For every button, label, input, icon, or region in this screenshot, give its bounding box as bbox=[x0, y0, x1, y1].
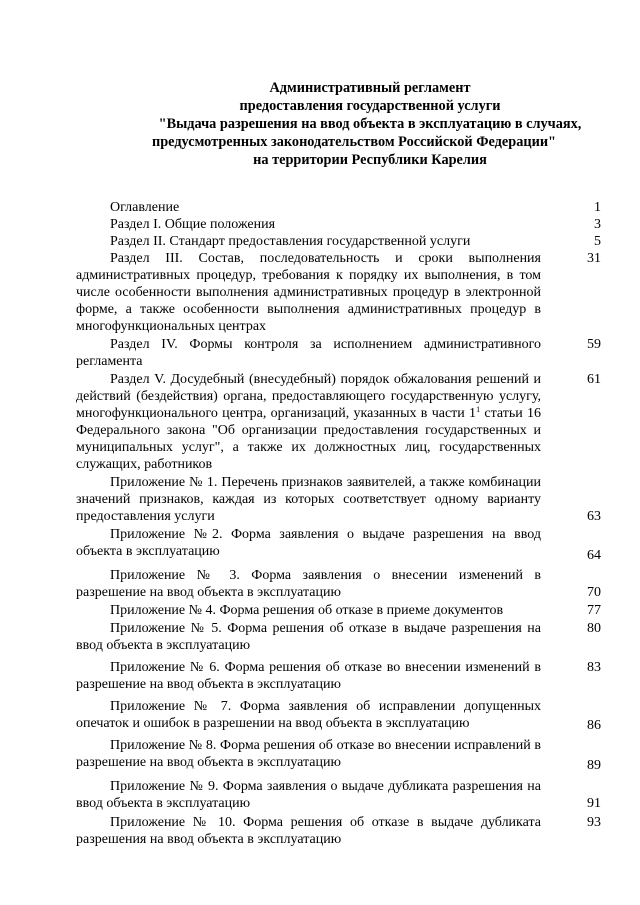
toc-entry-text: Приложение № 10. Форма решения об отказе в выдаче дубликата разрешения на ввод объекта в эксплуатацию bbox=[76, 815, 541, 847]
toc-entry-text: Приложение № 3. Форма заявления о внесении изменений в разрешение на ввод объекта в эксплуатацию bbox=[76, 568, 541, 600]
toc-entry[interactable] bbox=[76, 737, 601, 771]
toc-page-number: 5 bbox=[594, 234, 601, 249]
toc-page-number: 93 bbox=[587, 815, 601, 830]
toc-entry-text: Приложение № 7. Форма заявления об исправлении допущенных опечаток и ошибок в разрешении на ввод объекта в эксплуатацию bbox=[76, 699, 541, 731]
toc-page-number: 91 bbox=[587, 796, 601, 811]
table-of-contents bbox=[76, 199, 601, 848]
toc-entry[interactable] bbox=[76, 233, 601, 250]
toc-page-number: 59 bbox=[587, 337, 601, 352]
toc-entry[interactable] bbox=[76, 250, 601, 335]
toc-entry-text: Приложение № 4. Форма решения об отказе в приеме документов bbox=[110, 603, 504, 618]
toc-entry[interactable] bbox=[76, 474, 601, 525]
superscript: 1 bbox=[476, 405, 481, 414]
toc-entry-text: Приложение № 6. Форма решения об отказе во внесении изменений в разрешение на ввод объекта в эксплуатацию bbox=[76, 660, 541, 692]
title-line-2: предоставления государственной услуги bbox=[239, 98, 501, 114]
toc-page-number: 86 bbox=[587, 718, 601, 733]
title-line-4: предусмотренных законодательством Российской Федерации" bbox=[151, 134, 556, 150]
toc-entry-text: Приложение № 8. Форма решения об отказе во внесении исправлений в разрешение на ввод объекта в эксплуатацию bbox=[76, 738, 541, 770]
toc-entry-text: Раздел IV. Формы контроля за исполнением административного регламента bbox=[76, 337, 541, 369]
document-title bbox=[100, 79, 640, 169]
toc-text-part: статьи 16 Федерального закона "Об организации предоставления государственных и муниципальных услуг", а также их должностных лиц, государственных служащих, работников bbox=[76, 406, 541, 472]
toc-entry[interactable] bbox=[76, 199, 601, 216]
toc-text-part: Раздел V. Досудебный (внесудебный) порядок обжалования решений и действий (бездействия) органа, предоставляющего государственную услугу, многофункционального центра, организаций, указанных в части 1 bbox=[76, 372, 541, 421]
toc-entry-text: Раздел II. Стандарт предоставления государственной услуги bbox=[110, 234, 471, 249]
toc-entry[interactable] bbox=[76, 620, 601, 654]
toc-entry[interactable] bbox=[76, 526, 601, 563]
toc-page-number: 89 bbox=[587, 758, 601, 773]
toc-entry-text: Приложение № 9. Форма заявления о выдаче дубликата разрешения на ввод объекта в эксплуатацию bbox=[76, 779, 541, 811]
toc-page-number: 3 bbox=[594, 217, 601, 232]
toc-page-number: 77 bbox=[587, 603, 601, 618]
toc-page-number: 63 bbox=[587, 509, 601, 524]
toc-page-number: 83 bbox=[587, 660, 601, 675]
toc-page-number: 1 bbox=[594, 200, 601, 215]
toc-entry[interactable] bbox=[76, 567, 601, 601]
toc-entry[interactable] bbox=[76, 698, 601, 732]
title-line-1: Административный регламент bbox=[269, 80, 471, 96]
toc-entry-text bbox=[76, 371, 541, 473]
title-line-5: на территории Республики Карелия bbox=[253, 152, 487, 168]
toc-page-number: 70 bbox=[587, 585, 601, 600]
toc-entry[interactable] bbox=[76, 659, 601, 693]
toc-entry[interactable] bbox=[76, 602, 601, 619]
toc-entry-text: Раздел I. Общие положения bbox=[110, 217, 276, 232]
toc-page-number: 31 bbox=[587, 251, 601, 266]
toc-entry[interactable] bbox=[76, 216, 601, 233]
toc-entry-text: Раздел III. Состав, последовательность и сроки выполнения административных процедур, требования к порядку их выполнения, в том числе особенности выполнения административных процедур в электронной форме, а также особенности выполнения административных процедур в многофункциональных центрах bbox=[76, 251, 541, 334]
toc-entry[interactable] bbox=[76, 814, 601, 848]
toc-entry-text: Приложение №2. Форма заявления о выдаче разрешения на ввод объекта в эксплуатацию bbox=[76, 527, 541, 559]
toc-page-number: 61 bbox=[587, 372, 601, 387]
toc-entry-text: Приложение № 1. Перечень признаков заявителей, а также комбинации значений признаков, каждая из которых соответствует одному варианту предоставления услуги bbox=[76, 475, 541, 524]
toc-entry[interactable] bbox=[76, 371, 601, 473]
toc-entry[interactable] bbox=[76, 336, 601, 370]
toc-page-number: 80 bbox=[587, 621, 601, 636]
title-line-3: "Выдача разрешения на ввод объекта в эксплуатацию в случаях, bbox=[158, 116, 582, 132]
toc-entry[interactable] bbox=[76, 778, 601, 812]
toc-entry-text: Приложение № 5. Форма решения об отказе в выдаче разрешения на ввод объекта в эксплуатацию bbox=[76, 621, 541, 653]
toc-page-number: 64 bbox=[587, 548, 601, 563]
toc-entry-text: Оглавление bbox=[110, 200, 180, 215]
